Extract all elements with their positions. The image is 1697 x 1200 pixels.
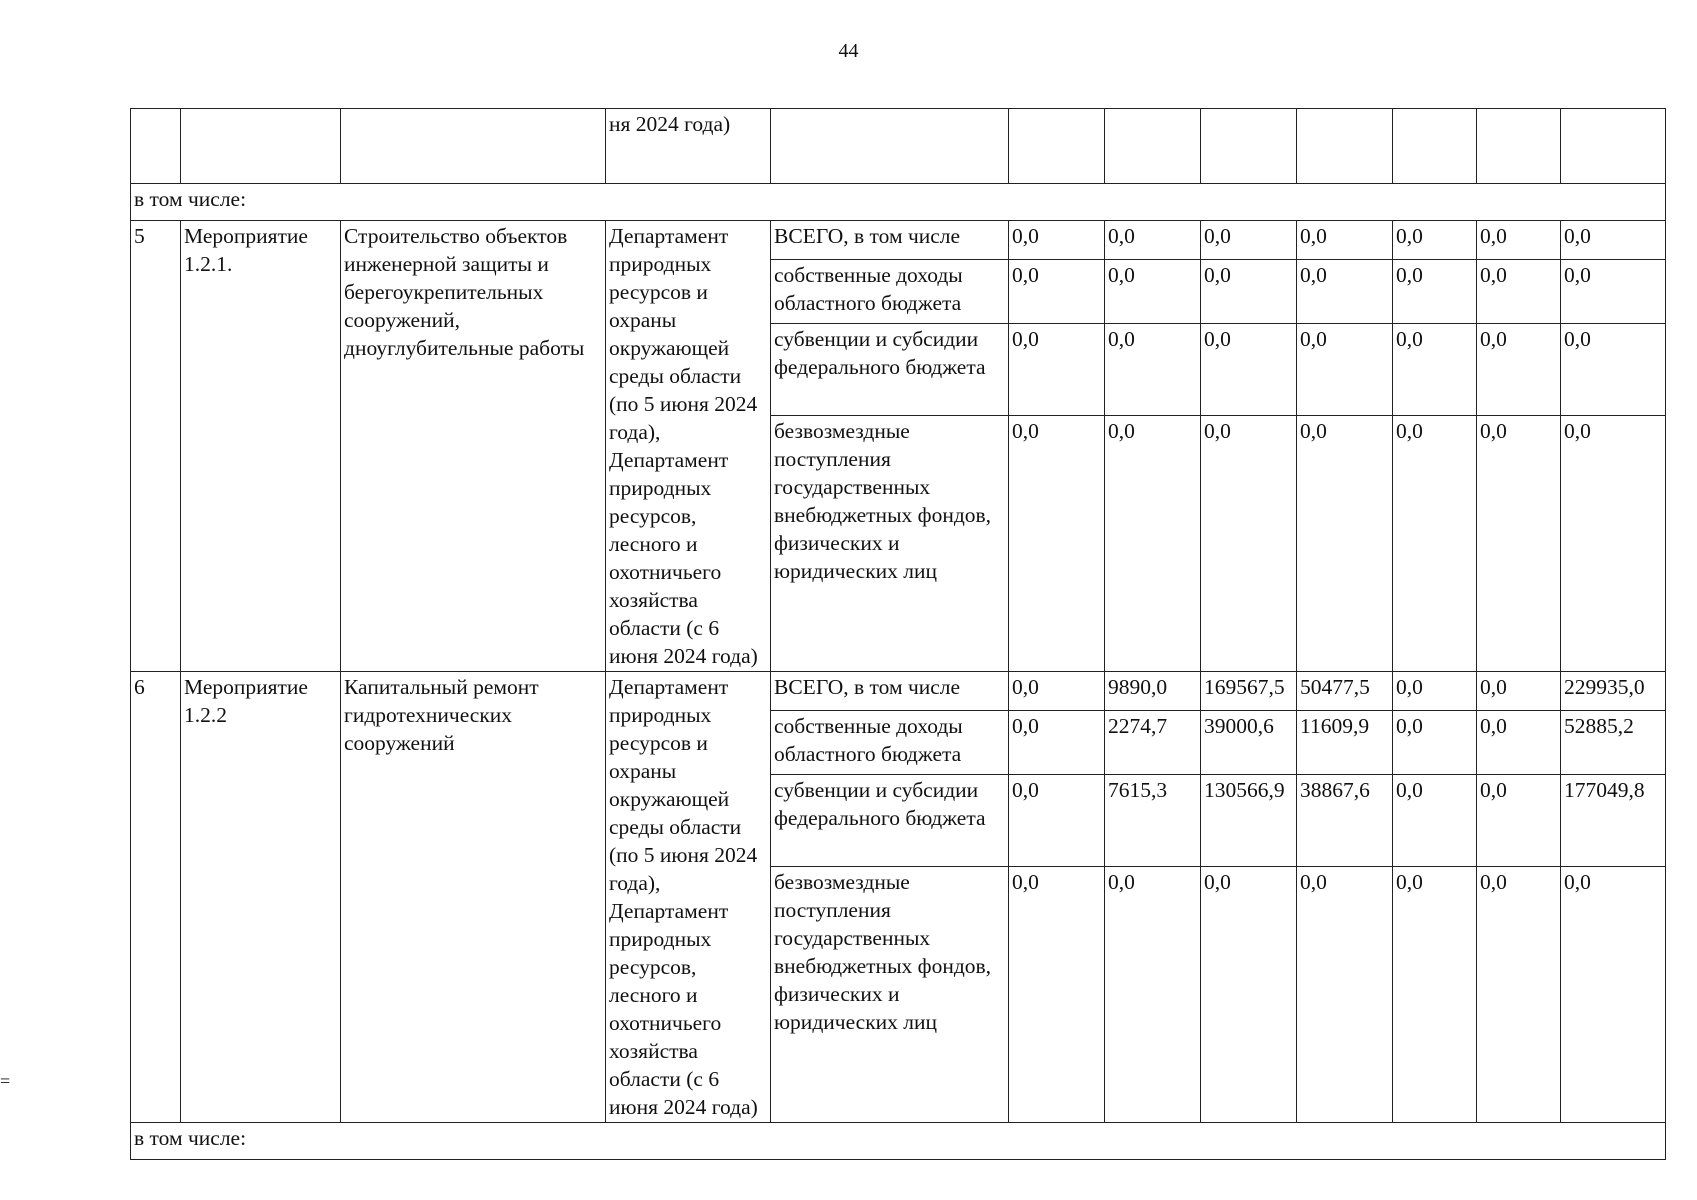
funding-source: безвозмездные поступления государственных внебюджетных фондов, физических и юридических лиц bbox=[771, 415, 1009, 672]
funding-value: 0,0 bbox=[1297, 866, 1393, 1123]
funding-value: 0,0 bbox=[1477, 324, 1561, 415]
event-department: Департамент природных ресурсов и охраны окружающей среды области (по 5 июня 2024 года), Департамент природных ресурсов, лесного и охотничьего хозяйства области (с 6 июня 2024 года) bbox=[606, 672, 771, 1123]
funding-value: 0,0 bbox=[1297, 221, 1393, 260]
funding-source: субвенции и субсидии федерального бюджета bbox=[771, 775, 1009, 866]
cont-cell-value bbox=[1561, 109, 1666, 184]
funding-value: 0,0 bbox=[1105, 415, 1201, 672]
cont-cell-value bbox=[1393, 109, 1477, 184]
funding-value: 0,0 bbox=[1201, 866, 1297, 1123]
continuation-row bbox=[131, 109, 1666, 184]
funding-value: 0,0 bbox=[1009, 672, 1105, 711]
funding-value: 0,0 bbox=[1393, 672, 1477, 711]
margin-mark: = bbox=[0, 1071, 11, 1091]
funding-value: 0,0 bbox=[1393, 221, 1477, 260]
funding-value: 9890,0 bbox=[1105, 672, 1201, 711]
funding-value: 169567,5 bbox=[1201, 672, 1297, 711]
funding-value: 7615,3 bbox=[1105, 775, 1201, 866]
funding-value: 0,0 bbox=[1477, 866, 1561, 1123]
cont-cell-name bbox=[341, 109, 606, 184]
cont-cell-source bbox=[771, 109, 1009, 184]
event-title: Мероприятие 1.2.1. bbox=[181, 221, 341, 672]
funding-value: 0,0 bbox=[1477, 711, 1561, 775]
funding-value: 0,0 bbox=[1105, 324, 1201, 415]
event-number: 5 bbox=[131, 221, 181, 672]
cont-department-tail: ня 2024 года) bbox=[606, 109, 771, 184]
funding-value: 0,0 bbox=[1009, 221, 1105, 260]
event-row bbox=[131, 672, 1666, 711]
cont-cell-value bbox=[1009, 109, 1105, 184]
funding-value: 0,0 bbox=[1393, 711, 1477, 775]
event-department: Департамент природных ресурсов и охраны окружающей среды области (по 5 июня 2024 года), Департамент природных ресурсов, лесного и охотничьего хозяйства области (с 6 июня 2024 года) bbox=[606, 221, 771, 672]
funding-value: 0,0 bbox=[1201, 324, 1297, 415]
funding-source: собственные доходы областного бюджета bbox=[771, 260, 1009, 324]
funding-value: 0,0 bbox=[1561, 221, 1666, 260]
funding-value: 0,0 bbox=[1393, 866, 1477, 1123]
funding-value: 0,0 bbox=[1105, 866, 1201, 1123]
subheading-row bbox=[131, 1123, 1666, 1160]
subheading-row bbox=[131, 184, 1666, 221]
funding-value: 39000,6 bbox=[1201, 711, 1297, 775]
funding-value: 52885,2 bbox=[1561, 711, 1666, 775]
funding-value: 0,0 bbox=[1477, 775, 1561, 866]
funding-value: 0,0 bbox=[1105, 260, 1201, 324]
funding-value: 0,0 bbox=[1009, 775, 1105, 866]
funding-value: 0,0 bbox=[1105, 221, 1201, 260]
funding-value: 0,0 bbox=[1297, 260, 1393, 324]
funding-source: ВСЕГО, в том числе bbox=[771, 221, 1009, 260]
event-title: Мероприятие 1.2.2 bbox=[181, 672, 341, 1123]
funding-value: 0,0 bbox=[1393, 260, 1477, 324]
funding-value: 229935,0 bbox=[1561, 672, 1666, 711]
budget-table bbox=[130, 108, 1666, 1160]
subheading-top: в том числе: bbox=[131, 184, 1666, 221]
funding-value: 0,0 bbox=[1297, 324, 1393, 415]
funding-value: 0,0 bbox=[1393, 415, 1477, 672]
funding-value: 0,0 bbox=[1009, 324, 1105, 415]
funding-value: 0,0 bbox=[1477, 221, 1561, 260]
cont-cell-event bbox=[181, 109, 341, 184]
cont-cell-value bbox=[1477, 109, 1561, 184]
funding-value: 0,0 bbox=[1561, 260, 1666, 324]
subheading-bottom: в том числе: bbox=[131, 1123, 1666, 1160]
page-number: 44 bbox=[838, 40, 859, 62]
event-number: 6 bbox=[131, 672, 181, 1123]
event-row bbox=[131, 221, 1666, 260]
funding-value: 38867,6 bbox=[1297, 775, 1393, 866]
funding-value: 0,0 bbox=[1201, 260, 1297, 324]
funding-value: 0,0 bbox=[1393, 775, 1477, 866]
funding-value: 0,0 bbox=[1561, 324, 1666, 415]
cont-cell-value bbox=[1201, 109, 1297, 184]
funding-value: 0,0 bbox=[1009, 415, 1105, 672]
funding-value: 177049,8 bbox=[1561, 775, 1666, 866]
funding-value: 0,0 bbox=[1009, 711, 1105, 775]
funding-value: 0,0 bbox=[1477, 672, 1561, 711]
cont-cell-value bbox=[1105, 109, 1201, 184]
funding-source: ВСЕГО, в том числе bbox=[771, 672, 1009, 711]
funding-value: 0,0 bbox=[1393, 324, 1477, 415]
funding-value: 0,0 bbox=[1009, 866, 1105, 1123]
funding-value: 0,0 bbox=[1477, 415, 1561, 672]
event-name: Капитальный ремонт гидротехнических сооружений bbox=[341, 672, 606, 1123]
funding-value: 0,0 bbox=[1201, 221, 1297, 260]
funding-value: 130566,9 bbox=[1201, 775, 1297, 866]
funding-source: собственные доходы областного бюджета bbox=[771, 711, 1009, 775]
funding-value: 0,0 bbox=[1561, 415, 1666, 672]
funding-source: субвенции и субсидии федерального бюджета bbox=[771, 324, 1009, 415]
funding-value: 0,0 bbox=[1009, 260, 1105, 324]
funding-value: 0,0 bbox=[1477, 260, 1561, 324]
funding-value: 0,0 bbox=[1201, 415, 1297, 672]
event-name: Строительство объектов инженерной защиты и берегоукрепительных сооружений, дноуглубительные работы bbox=[341, 221, 606, 672]
funding-value: 11609,9 bbox=[1297, 711, 1393, 775]
funding-value: 0,0 bbox=[1297, 415, 1393, 672]
funding-value: 50477,5 bbox=[1297, 672, 1393, 711]
cont-cell-num bbox=[131, 109, 181, 184]
funding-source: безвозмездные поступления государственных внебюджетных фондов, физических и юридических лиц bbox=[771, 866, 1009, 1123]
funding-value: 2274,7 bbox=[1105, 711, 1201, 775]
cont-cell-value bbox=[1297, 109, 1393, 184]
funding-value: 0,0 bbox=[1561, 866, 1666, 1123]
